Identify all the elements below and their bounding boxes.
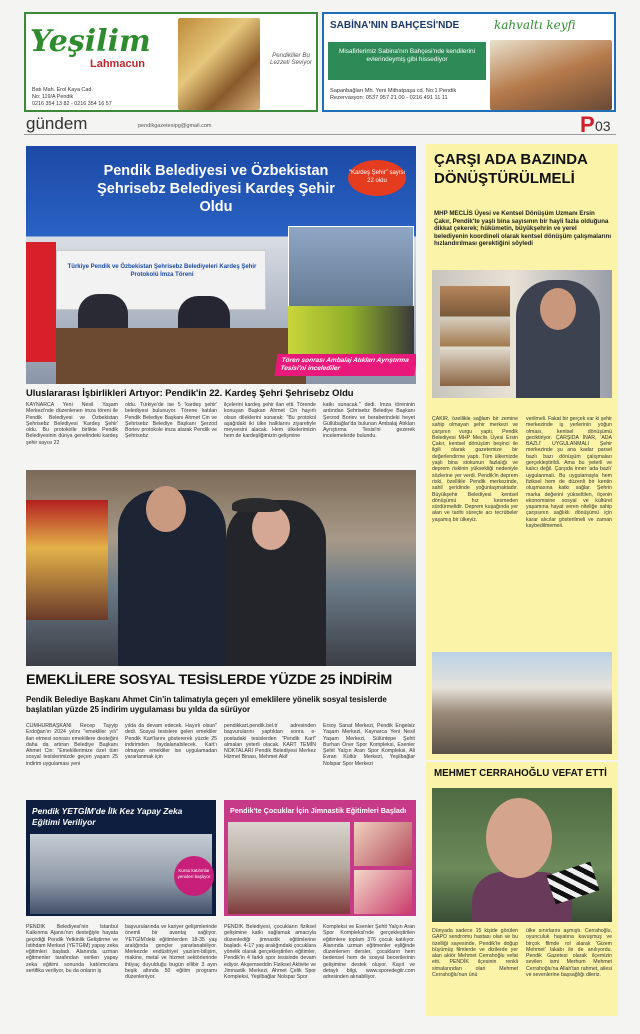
ad-sabina-bahcesi[interactable] bbox=[322, 12, 616, 112]
turkish-flag bbox=[26, 242, 56, 362]
box1-column: başvurularında ve kariyer gelişimlerinde önemli bir avantaj sağlıyor. YETGİM'deki eğitimlerden 18-35 yaş aralığında gençler yararlanabiliyor. Merkezde endüstriyel yazılım-bilişim, makine, metal ve hizmet sektörlerinde ihtiyaç duyulduğu bugün ellibir 3 ayın beşik altında 50 eğitim programı düzenleniyor. bbox=[125, 924, 217, 981]
yetgim-ai-box bbox=[26, 800, 216, 916]
box1-badge: Kursa katılımlar yeniden başlıyor bbox=[174, 856, 214, 896]
ad-address: Batı Mah. Erol Kaya Cad. No: 119/A Pendik 0216 354 13 82 - 0216 354 16 57 bbox=[32, 87, 112, 107]
ersin-cakir-photo bbox=[432, 270, 612, 398]
bookshelf bbox=[440, 286, 510, 386]
page-number: 03 bbox=[595, 118, 611, 134]
story2-subhead: Pendik Belediye Başkanı Ahmet Cin'in talimatıyla geçen yıl emeklilere yönelik sosyal tesislerde başlatılan yüzde 25 indirim uygulaması bu yılda da sürüyor bbox=[26, 695, 387, 714]
box2-title[interactable]: Pendik'te Çocuklar İçin Jimnastik Eğitimleri Başladı bbox=[230, 806, 407, 815]
story1-column: KAYNARCA Yeni Nesil Yaşam Merkezi'nde düzenlenen imza töreni ile Pendik Belediyesi ve Özbekistan Şehrisebz Belediyesi 'Kardeş Şehir' oldu. Bu protokolle birlikte Pendik Belediyesinin dünya genelindeki kardeş şehir sayısı 22 bbox=[26, 402, 118, 446]
gymnastics-box bbox=[224, 800, 416, 916]
story2-headline[interactable]: EMEKLİLERE SOSYAL TESİSLERDE YÜZDE 25 İNDİRİM bbox=[26, 672, 392, 688]
mayor-with-retiree-photo bbox=[26, 470, 416, 666]
sidebar-headline[interactable]: ÇARŞI ADA BAZINDA DÖNÜŞTÜRÜLMELİ bbox=[434, 151, 588, 187]
ad-yesilim-lahmacun[interactable] bbox=[24, 12, 318, 112]
sister-city-count-badge: "Kardeş Şehir" sayısı 22 oldu bbox=[348, 160, 406, 196]
sidebar-column: ÇAKIR, özellikle sağlam bir zemine sahip olmayan şehir merkezi ve çarşının vurgu yaptı. Pendik Belediyesi MHP Meclis Üyesi Ersin Çakır, kentsel dönüşüm beşinci ile ilgili olarak gazetemize bir değerlendirme yaptı. Tüm ülkemizde yaşlı bina stokunun fazlalığı ve deprem riskinin yüksekliği nedeniyle sözlerine yer verdi. Pendik'in deprem riski, özellikle Pendik merkezinde, sahil şeridinde yoğunlaşmaktadır. Büyükşehir Belediyesi kentsel dönüşümü hız kesmeden sürdürmelidir. Deprem kuşağında yer alan ve tarihi süreçte acı tecrübeler yaşamış bir ülkeyiz. bbox=[432, 416, 518, 523]
story1-column: ilçelerini kardeş şehir ilan etti. Törende konuşan Başkan Ahmet Cin hayırlı olsun dileklerini sunarak: "Bu protokol aşağıdaki iki ülke halklarını ziyaretiyle meyvesini alacak. Hem ülkelerimizin hem de kardeşliğimizin gelişmine bbox=[224, 402, 316, 440]
page-logo-letter: P bbox=[580, 112, 595, 137]
box1-column: PENDİK Belediyesi'nin İstanbul Kalkınma Ajansı'nın desteğiyle hayata geçirdiği Pendik Yetkinlik Geliştirme ve İstihdam Merkezi (YETGİM) yapay zeka eğitimleri başladı. Alanında uzman eğitmenler tarafından verilen yapay zeka eğitimi sonunda katılımcılara sertifika veriliyor, bu da onların iş bbox=[26, 924, 118, 975]
sister-city-hero-photo bbox=[26, 146, 416, 384]
person-head bbox=[540, 288, 576, 330]
hero-title: Pendik Belediyesi ve Özbekistan Şehrisebz Belediyesi Kardeş Şehir Oldu bbox=[97, 163, 335, 215]
obituary-column: ülke sınırlarını aşmıştı. Cerrahoğlu, oyunculuk hayatına kavuşmuş ve birçok filmde rol alarak 'Gizem Mehmet' lakabı ile de anılıyordu. Pendik Gazetesi olarak ilçemizin sevilen ismi Merhum Mehmet Cerrahoğlu'na Allah'tan rahmet, ailesi ve sevenlerine başsağlığı dileriz. bbox=[526, 928, 612, 979]
ad-title-script: kahvaltı keyfi bbox=[494, 18, 576, 32]
box1-title[interactable]: Pendik YETGİM'de İlk Kez Yapay Zeka Eğitimi Veriliyor bbox=[32, 806, 183, 827]
sidebar-carsi-story bbox=[426, 144, 618, 760]
family-breakfast-photo bbox=[490, 40, 612, 110]
section-email[interactable]: pendikgazetesipg@gmail.com bbox=[138, 123, 212, 129]
ad-title: SABİNA'NIN BAHÇESİ'NDE bbox=[330, 20, 460, 31]
story2-column: CUMHURBAŞKANI Recep Tayyip Erdoğan'ın 2024 yılını "emekliler yılı" ilan etmesi sonrası emeklilere desteğini daha da artıran Belediye Başkanı Ahmet Cin: "Emeklilerimize özel tüm sosyal tesislerimizde geçen yaşam 25 indirim uygulaması yeni bbox=[26, 723, 118, 767]
ceremony-banner: Türkiye Pendik ve Özbekistan Şehrisebz Belediyeleri Kardeş Şehir Protokolü İmza Töreni bbox=[56, 250, 266, 310]
ad-brand: Yeşilim bbox=[30, 24, 151, 59]
story1-column: katkı sunacak." dedi. İmza töreninin ardından Şehrisebz Belediye Başkanı Şerzod Boriev ve beraberindeki heyet Güllübağlar'da bulunan Ambalaj Atıkları Ayrıştırma Tesisi'ni gezerek incelemelerde bulundu. bbox=[323, 402, 415, 440]
obituary-headline[interactable]: MEHMET CERRAHOĞLU VEFAT ETTİ bbox=[434, 768, 607, 779]
story1-column: oldu. Türkiye'de ise 5 'kardeş şehir' belediyesi bulunuyor. Törene katılan Pendik Belediye Başkanı Ahmet Cin ve Şehrisebz Belediye Başkanı Şerzod Boriev protokole imza atarak Pendik ve Şehrisebz bbox=[125, 402, 217, 440]
box2-column: Kompleksi ve Esenler Şehit Yalçın Aran Spor Kompleksi'nde gerçekleştirilen eğitimlere toplam 376 çocuk katılıyor. Alanında uzman eğitmenler eşliğinde düzenlenen dersler, çocukların hem bedensel hem de sosyal becerilerinin gelişimine destek oluyor. Kayıt ve detaylı bilgi, www.sporedegiir.com adresinden alınabiliyor. bbox=[323, 924, 415, 981]
ad-band-text: Misafirlerimiz Sabina'nın Bahçesi'nde kendilerini evlerindeymiş gibi hissediyor bbox=[328, 42, 486, 80]
street-stall bbox=[26, 500, 108, 620]
mayor-head bbox=[146, 486, 186, 532]
retiree-head bbox=[252, 506, 290, 550]
street-photo bbox=[432, 652, 612, 754]
child-photo bbox=[354, 870, 412, 914]
obituary-box bbox=[426, 762, 618, 1016]
story2-column: pendikkart.pendik.bel.tr adresinden başvurularını yaptıktan sonra e-postadaki tesislerden "Pendik Kart" almaları yeterli olacak. KART TEMİN NOKTALARI Pendik Belediyesi Merkez Hizmet Binası, Mehmet Akif bbox=[224, 723, 316, 761]
clapperboard-icon bbox=[546, 862, 599, 905]
food-photo bbox=[178, 18, 260, 110]
flat-cap bbox=[232, 498, 280, 512]
ad-brand-sub: Lahmacun bbox=[90, 58, 146, 70]
sidebar-column: verilmeli. Fakat bir gerçek var ki şehir merkezinde iş yerlerinin yoğun olması, kentsel dönüşümü geciktiriyor. ÇARŞIDA İNAR, 'ADA BAZLI' UYGULANMALI Şehir merkezinde şu ana kadar parsel bazlı bazı dönüşüm çalışmaları gerçekleştirildi. Ama bu yeterli ve kalıcı değil. Çarşıda inner 'ada bazlı' uygulanmalı. Bu uygulamayla hem fiziksel hem de düzenli bir kentin oluşmasına katkı sağlar. Şehrin marka değerini yükseltilen, ilçenin ekonomisine sosyal ve kültürel yaşamına hayat veren niteliğe sahip çarşısının sağlıklı dönüşümü için karar alıcılar gösterilmeli ve zaman kaybedilmemeli. bbox=[526, 416, 612, 530]
child-photo bbox=[354, 822, 412, 866]
gym-photo bbox=[228, 822, 350, 914]
mehmet-cerrahoglu-photo bbox=[432, 788, 612, 922]
story2-column: yılda da devam edecek. Hayırlı olsun" dedi. Sosyal tesislere gelen emekliler Pendik Kart'larını göstererek yüzde 25 indirimden faydalanabilecek. Kart'ı olmayan emekliler ise uygulamadan yararlanmak için bbox=[125, 723, 217, 761]
story1-headline[interactable]: Uluslararası İşbirlikleri Artıyor: Pendik'in 22. Kardeş Şehri Şehrisebz Oldu bbox=[26, 387, 354, 398]
signing-table bbox=[56, 328, 306, 384]
sidebar-subhead: MHP MECLİS Üyesi ve Kentsel Dönüşüm Uzmanı Ersin Çakır, Pendik'te yaşlı bina sayısının bir hayli fazla olduğuna dikkat çekerek; hükümetin, büyükşehrin ve yerel belediyenin koordineli olarak kentsel dönüşüm çalışmalarını hızlandırılması gerektiğini söyledi bbox=[434, 210, 612, 248]
story2-column: Ersoy Sanat Merkezi, Pendik Engelsiz Yaşam Merkezi, Kaynarca Yeni Nesil Yaşam Merkezi, Sülüntepe Şehit Burhan Öner Spor Kompleksi, Esenler Şehit Yalçın Aran Spor Kompleksi, Ali Evran Kültür Merkezi, Yeşilbağlar Nolspar Spor Merkezi bbox=[323, 723, 415, 767]
box2-column: PENDİK Belediyesi, çocukların fiziksel gelişimine katkı sağlamak amacıyla düzenlediği jimnastik eğitimlerine başladı. 4-17 yaş aralığındaki çocuklara yönelik olarak gerçekleştirilen eğitimler, Pendik'in 4 farklı spor tesisinde devam ediyor. Akşemseddin Fiziksel Aktivite ve Jimnastik Merkezi, Ahmet Çelik Spor Kompleksi, Yeşilbağlar Nolspar Spor bbox=[224, 924, 316, 981]
ad-slogan: Pendikliler Bu Lezzeti Seviyor bbox=[270, 52, 312, 67]
section-title: gündem bbox=[26, 114, 88, 133]
ad-address: Sapanbağları Mh. Yeni Mithatpaşa cd. No:1 Pendik Rezervasyon: 0537 957 21 00 - 0216 491 11 11 bbox=[330, 88, 457, 102]
obituary-column: Dünyada sadece 15 kişide görülen GAPO sendromu hastası olan ve bu özelliği sayesinde, Pendik'te doğup büyümüş filmlerde ve dizilerde yer alan aktör Mehmet Cerrahoğlu vefat etti. PENDİK ilçesinin renkli simalarından olan Mehmet Cerrahoğlu'nun ünü bbox=[432, 928, 518, 979]
section-divider bbox=[24, 134, 616, 135]
photo-caption: Tören sonrası Ambalaj Atıkları Ayrıştırma Tesisi'ni incelediler bbox=[274, 354, 416, 376]
person-head bbox=[486, 798, 552, 878]
